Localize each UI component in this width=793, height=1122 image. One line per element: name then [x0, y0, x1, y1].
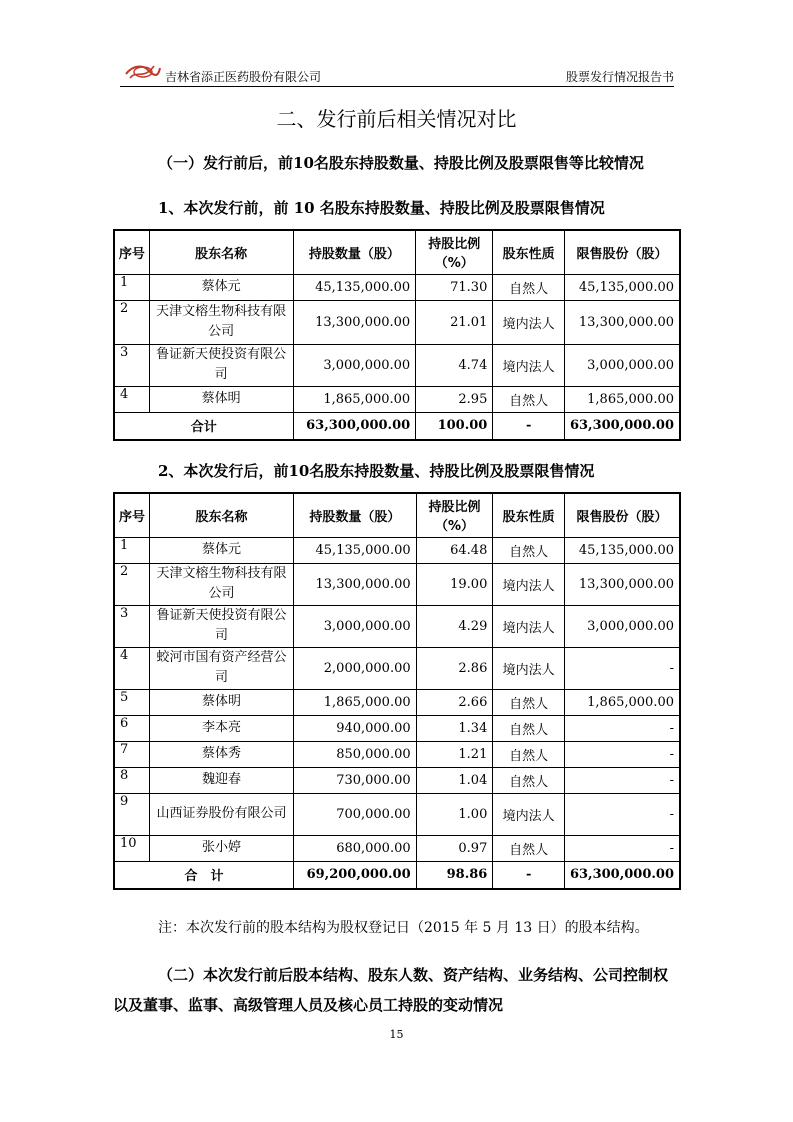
total-type: -	[493, 861, 565, 889]
table-row	[114, 300, 680, 344]
cell-type: 自然人	[493, 386, 565, 412]
report-title: 股票发行情况报告书	[565, 70, 674, 84]
col-header-shares: 持股数量（股）	[293, 230, 416, 274]
table-row	[114, 741, 680, 767]
cell-shares: 3,000,000.00	[293, 344, 416, 386]
total-ratio: 100.00	[416, 412, 493, 440]
table-row	[114, 563, 680, 605]
cell-shares: 1,865,000.00	[294, 689, 417, 715]
cell-name: 蔡体元	[149, 274, 293, 300]
next-section-heading: （二）本次发行前后股本结构、股东人数、资产结构、业务结构、公司控制权以及董事、监事、高级管理人员及核心员工持股的变动情况	[113, 966, 669, 1014]
cell-restricted: 3,000,000.00	[564, 605, 680, 647]
table-header-row	[114, 230, 680, 274]
col-header-type: 股东性质	[493, 230, 565, 274]
table-total-row	[114, 861, 680, 889]
cell-no: 5	[114, 689, 150, 715]
cell-ratio: 1.34	[416, 715, 493, 741]
cell-ratio: 21.01	[416, 300, 493, 344]
table-row	[114, 689, 680, 715]
cell-type: 自然人	[493, 689, 565, 715]
cell-no: 6	[114, 715, 150, 741]
cell-type: 自然人	[493, 274, 565, 300]
cell-shares: 680,000.00	[294, 835, 417, 861]
table-row	[114, 344, 680, 386]
total-label: 合计	[114, 412, 293, 440]
table-row	[114, 605, 680, 647]
table-row	[114, 835, 680, 861]
total-ratio: 98.86	[416, 861, 493, 889]
table-total-row	[114, 412, 680, 440]
cell-name: 天津文榕生物科技有限公司	[150, 563, 294, 605]
cell-name: 蔡体秀	[150, 741, 294, 767]
table-row	[114, 767, 680, 793]
cell-name: 天津文榕生物科技有限公司	[149, 300, 293, 344]
cell-ratio: 71.30	[416, 274, 493, 300]
before-table	[113, 229, 681, 441]
col-header-no: 序号	[114, 493, 150, 537]
total-type: -	[493, 412, 565, 440]
total-label: 合 计	[114, 861, 294, 889]
cell-ratio: 2.95	[416, 386, 493, 412]
table-row	[114, 647, 680, 689]
total-restricted: 63,300,000.00	[564, 412, 680, 440]
cell-ratio: 2.86	[416, 647, 493, 689]
cell-ratio: 64.48	[416, 537, 493, 563]
table-row	[114, 715, 680, 741]
company-logo-icon	[124, 62, 162, 82]
before-table-title: 1、本次发行前，前 10 名股东持股数量、持股比例及股票限售情况	[158, 199, 605, 217]
cell-restricted: -	[564, 835, 680, 861]
cell-type: 境内法人	[493, 344, 565, 386]
cell-type: 境内法人	[493, 647, 565, 689]
cell-shares: 13,300,000.00	[293, 300, 416, 344]
table-row	[114, 274, 680, 300]
cell-shares: 45,135,000.00	[293, 274, 416, 300]
col-header-restricted: 限售股份（股）	[564, 230, 680, 274]
cell-type: 自然人	[493, 741, 565, 767]
cell-shares: 1,865,000.00	[293, 386, 416, 412]
cell-ratio: 2.66	[416, 689, 493, 715]
cell-no: 3	[114, 344, 149, 386]
table-row	[114, 537, 680, 563]
cell-name: 蔡体明	[149, 386, 293, 412]
cell-no: 7	[114, 741, 150, 767]
col-header-shares: 持股数量（股）	[294, 493, 417, 537]
col-header-name: 股东名称	[149, 230, 293, 274]
cell-restricted: 3,000,000.00	[564, 344, 680, 386]
cell-restricted: -	[564, 741, 680, 767]
cell-shares: 730,000.00	[294, 767, 417, 793]
cell-name: 张小婷	[150, 835, 294, 861]
cell-restricted: 1,865,000.00	[564, 689, 680, 715]
cell-type: 境内法人	[493, 605, 565, 647]
table-row	[114, 793, 680, 835]
cell-restricted: 1,865,000.00	[564, 386, 680, 412]
cell-restricted: -	[564, 767, 680, 793]
cell-name: 蔡体明	[150, 689, 294, 715]
cell-type: 自然人	[493, 537, 565, 563]
section-title: 二、发行前后相关情况对比	[276, 107, 517, 131]
cell-ratio: 1.04	[416, 767, 493, 793]
cell-no: 1	[114, 537, 150, 563]
cell-shares: 940,000.00	[294, 715, 417, 741]
cell-shares: 3,000,000.00	[294, 605, 417, 647]
subsection-title: （一）发行前后，前10名股东持股数量、持股比例及股票限售等比较情况	[158, 154, 644, 172]
page-number: 15	[389, 1028, 404, 1041]
cell-type: 自然人	[493, 715, 565, 741]
cell-name: 鲁证新天使投资有限公司	[149, 344, 293, 386]
after-table	[113, 492, 681, 890]
cell-ratio: 4.74	[416, 344, 493, 386]
cell-no: 9	[114, 793, 150, 835]
cell-no: 10	[114, 835, 150, 861]
cell-ratio: 1.00	[416, 793, 493, 835]
total-restricted: 63,300,000.00	[564, 861, 680, 889]
cell-name: 蛟河市国有资产经营公司	[150, 647, 294, 689]
cell-name: 魏迎春	[150, 767, 294, 793]
col-header-name: 股东名称	[150, 493, 294, 537]
table-row	[114, 386, 680, 412]
cell-no: 3	[114, 605, 150, 647]
cell-name: 山西证券股份有限公司	[150, 793, 294, 835]
cell-ratio: 4.29	[416, 605, 493, 647]
cell-ratio: 19.00	[416, 563, 493, 605]
cell-type: 自然人	[493, 835, 565, 861]
company-name: 吉林省添正医药股份有限公司	[165, 70, 322, 84]
cell-restricted: -	[564, 647, 680, 689]
cell-type: 自然人	[493, 767, 565, 793]
cell-restricted: -	[564, 715, 680, 741]
cell-name: 蔡体元	[150, 537, 294, 563]
cell-name: 李本亮	[150, 715, 294, 741]
table-header-row	[114, 493, 680, 537]
cell-ratio: 0.97	[416, 835, 493, 861]
total-shares: 69,200,000.00	[294, 861, 417, 889]
col-header-no: 序号	[114, 230, 149, 274]
cell-no: 2	[114, 563, 150, 605]
cell-shares: 850,000.00	[294, 741, 417, 767]
cell-shares: 45,135,000.00	[294, 537, 417, 563]
cell-name: 鲁证新天使投资有限公司	[150, 605, 294, 647]
cell-no: 8	[114, 767, 150, 793]
table-note: 注：本次发行前的股本结构为股权登记日（2015 年 5 月 13 日）的股本结构。	[158, 920, 649, 936]
cell-restricted: 13,300,000.00	[564, 300, 680, 344]
cell-shares: 2,000,000.00	[294, 647, 417, 689]
total-shares: 63,300,000.00	[293, 412, 416, 440]
cell-no: 4	[114, 647, 150, 689]
cell-no: 4	[114, 386, 149, 412]
col-header-type: 股东性质	[493, 493, 565, 537]
cell-type: 境内法人	[493, 793, 565, 835]
cell-no: 1	[114, 274, 149, 300]
col-header-ratio: 持股比例（%）	[416, 230, 493, 274]
cell-restricted: 45,135,000.00	[564, 274, 680, 300]
after-table-title: 2、本次发行后，前10名股东持股数量、持股比例及股票限售情况	[158, 462, 595, 480]
cell-restricted: 45,135,000.00	[564, 537, 680, 563]
cell-restricted: -	[564, 793, 680, 835]
cell-type: 境内法人	[493, 300, 565, 344]
cell-restricted: 13,300,000.00	[564, 563, 680, 605]
page-header	[120, 62, 674, 87]
cell-shares: 13,300,000.00	[294, 563, 417, 605]
col-header-restricted: 限售股份（股）	[564, 493, 680, 537]
cell-shares: 700,000.00	[294, 793, 417, 835]
cell-ratio: 1.21	[416, 741, 493, 767]
col-header-ratio: 持股比例（%）	[416, 493, 493, 537]
cell-type: 境内法人	[493, 563, 565, 605]
cell-no: 2	[114, 300, 149, 344]
